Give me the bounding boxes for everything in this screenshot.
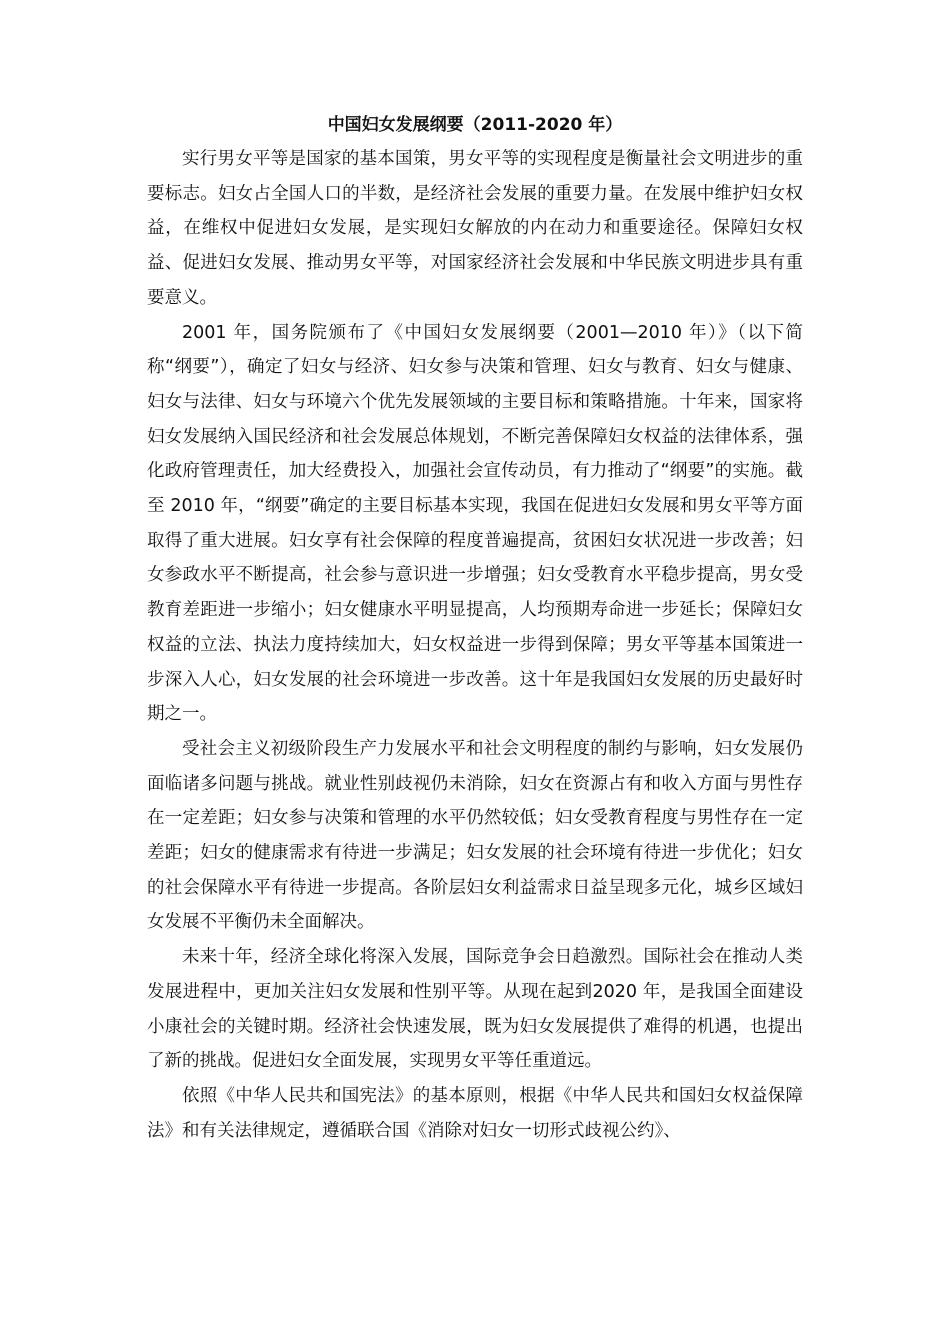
- paragraph-2: 2001 年，国务院颁布了《中国妇女发展纲要（2001—2010 年）》（以下简称“纲要”），确定了妇女与经济、妇女参与决策和管理、妇女与教育、妇女与健康、妇女与法律、妇女与环境六个优先发展领域的主要目标和策略措施。十年来，国家将妇女发展纳入国民经济和社会发展总体规划，不断完善保障妇女权益的法律体系，强化政府管理责任，加大经费投入，加强社会宣传动员，有力推动了“纲要”的实施。截至 2010 年，“纲要”确定的主要目标基本实现，我国在促进妇女发展和男女平等方面取得了重大进展。妇女享有社会保障的程度普遍提高，贫困妇女状况进一步改善；妇女参政水平不断提高，社会参与意识进一步增强；妇女受教育水平稳步提高，男女受教育差距进一步缩小；妇女健康水平明显提高，人均预期寿命进一步延长；保障妇女权益的立法、执法力度持续加大，妇女权益进一步得到保障；男女平等基本国策进一步深入人心，妇女发展的社会环境进一步改善。这十年是我国妇女发展的历史最好时期之一。: [147, 322, 803, 725]
- paragraph-4: 未来十年，经济全球化将深入发展，国际竞争会日趋激烈。国际社会在推动人类发展进程中，更加关注妇女发展和性别平等。从现在起到2020 年，是我国全面建设小康社会的关键时期。经济社会快速发展，既为妇女发展提供了难得的机遇，也提出了新的挑战。促进妇女全面发展，实现男女平等任重道远。: [147, 947, 803, 1072]
- paragraph-3: 受社会主义初级阶段生产力发展水平和社会文明程度的制约与影响，妇女发展仍面临诸多问题与挑战。就业性别歧视仍未消除，妇女在资源占有和收入方面与男性存在一定差距；妇女参与决策和管理的水平仍然较低；妇女受教育程度与男性存在一定差距；妇女的健康需求有待进一步满足；妇女发展的社会环境有待进一步优化；妇女的社会保障水平有待进一步提高。各阶层妇女利益需求日益呈现多元化，城乡区域妇女发展不平衡仍未全面解决。: [147, 738, 803, 933]
- document-page: [147, 112, 803, 1148]
- document-title: 中国妇女发展纲要（2011-2020 年）: [327, 115, 623, 135]
- paragraph-5: 依照《中华人民共和国宪法》的基本原则，根据《中华人民共和国妇女权益保障法》和有关法律规定，遵循联合国《消除对妇女一切形式歧视公约》、: [147, 1085, 803, 1141]
- paragraph-1: 实行男女平等是国家的基本国策，男女平等的实现程度是衡量社会文明进步的重要标志。妇女占全国人口的半数，是经济社会发展的重要力量。在发展中维护妇女权益，在维权中促进妇女发展，是实现妇女解放的内在动力和重要途径。保障妇女权益、促进妇女发展、推动男女平等，对国家经济社会发展和中华民族文明进步具有重要意义。: [147, 149, 803, 308]
